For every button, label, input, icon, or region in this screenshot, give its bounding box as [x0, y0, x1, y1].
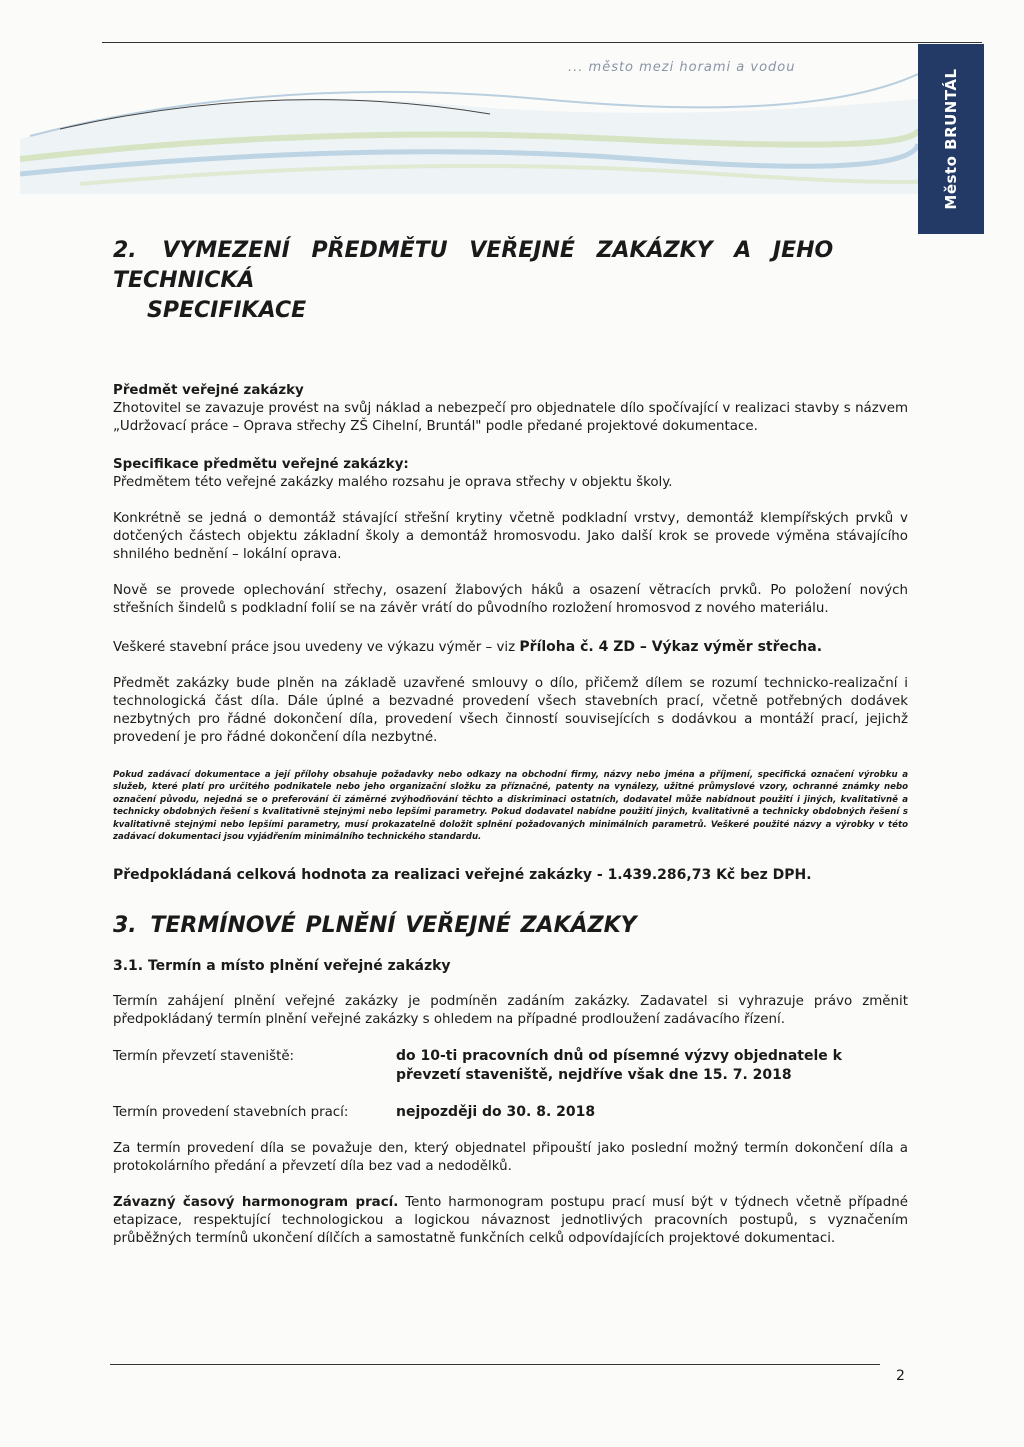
attachment-reference: Příloha č. 4 ZD – Výkaz výměr střecha.: [519, 639, 823, 655]
footer-rule: [110, 1364, 880, 1365]
works-row: [113, 1103, 908, 1122]
subsection-3-1-heading: 3.1. Termín a místo plnění veřejné zakázky: [113, 958, 451, 975]
section-2-heading: [113, 236, 908, 296]
estimated-value: Předpokládaná celková hodnota za realizaci veřejné zakázky - 1.439.286,73 Kč bez DPH.: [113, 867, 812, 884]
section-2-title-line1: VYMEZENÍ PŘEDMĚTU VEŘEJNÉ ZAKÁZKY A JEHO TECHNICKÁ: [113, 238, 834, 293]
subject-heading: Předmět veřejné zakázky: [113, 383, 304, 398]
paragraph-new-roof: Nově se provede oplechování střechy, osazení žlabových háků a osazení větracích prvků. Po položení nových střešních šindelů s podkladní folií se na závěr vrátí do původního rozložení hromosvod z nového materiálu.: [113, 583, 908, 616]
main-content: [113, 236, 908, 1248]
section-2-title-line2: SPECIFIKACE: [147, 298, 307, 323]
start-terms-text: Termín zahájení plnění veřejné zakázky je podmíněn zadáním zakázky. Zadavatel si vyhrazuje právo změnit předpokládaný termín plnění veřejné zakázky s ohledem na případné prodloužení zadávacího řízení.: [113, 994, 908, 1028]
spec-text: Předmětem této veřejné zakázky malého rozsahu je oprava střechy v objektu školy.: [113, 475, 673, 490]
section-3-number: 3.: [113, 913, 137, 939]
completion-text: Za termín provedení díla se považuje den, který objednatel připouští jako poslední možný termín dokončení díla a protokolárního předání a převzetí díla bez vad a nedodělků.: [113, 1141, 908, 1175]
spec-heading: Specifikace předmětu veřejné zakázky:: [113, 457, 409, 472]
page-number: 2: [896, 1368, 905, 1384]
section-3-title: TERMÍNOVÉ PLNĚNÍ VEŘEJNÉ ZAKÁZKY: [150, 913, 637, 939]
paragraph-demolition: Konkrétně se jedná o demontáž stávající střešní krytiny včetně podkladní vrstvy, demontáž klempířských prvků v dotčených částech objektu základní školy a demontáž hromosvodu. Jako další krok se provede výměna stávajícího shnilého bednění – lokální oprava.: [113, 511, 908, 562]
schedule-text: [113, 1194, 908, 1248]
works-value: nejpozději do 30. 8. 2018: [396, 1104, 596, 1121]
header-top-rule: [102, 42, 982, 43]
attachment-prefix: Veškeré stavební práce jsou uvedeny ve výkazu výměr – viz: [113, 640, 520, 655]
city-logo-tab: [918, 44, 984, 234]
handover-label: Termín převzetí staveniště:: [113, 1049, 295, 1065]
handover-value: do 10-ti pracovních dnů od písemné výzvy objednatele k převzetí staveniště, nejdříve však dne 15. 7. 2018: [396, 1048, 842, 1084]
section-3-heading: [113, 911, 908, 941]
paragraph-attachment: [113, 638, 908, 657]
schedule-body: Tento harmonogram postupu prací musí být v týdnech včetně případné etapizace, respektující technologickou a logickou návaznost jednotlivých pracovních postupů, s vyznačením průběžných termínů ukončení dílčích a samostatně funkčních celků odpovídajících projektové dokumentaci.: [113, 1195, 908, 1247]
schedule-heading: Závazný časový harmonogram prací.: [113, 1195, 399, 1211]
handover-row: [113, 1047, 908, 1085]
paragraph-scope: Předmět zakázky bude plněn na základě uzavřené smlouvy o dílo, přičemž dílem se rozumí technicko-realizační i technologická část díla. Dále úplné a bezvadné provedení všech stavebních prací, včetně potřebných dodávek nezbytných pro řádné dokončení díla, provedení všech činností souvisejících s dodávkou a montáží prací, jejichž provedení je pro řádné dokončení díla nezbytné.: [113, 676, 908, 745]
subject-text: Zhotovitel se zavazuje provést na svůj náklad a nebezpečí pro objednatele dílo spočívající v realizaci stavby s názvem „Udržovací práce – Oprava střechy ZŠ Cihelní, Bruntál" podle předané projektové dokumentace.: [113, 401, 908, 434]
disclaimer-note: Pokud zadávací dokumentace a její přílohy obsahuje požadavky nebo odkazy na obchodní firmy, názvy nebo jména a příjmení, specifická označení výrobku a služeb, které platí pro určitého podnikatele nebo jeho organizační složku za příznačné, patenty na vynálezy, užitné průmyslové vzory, ochranné známky nebo označení původu, nejedná se o preferování či záměrné zvýhodňování těchto a diskriminaci ostatních, dodavatel může nabídnout použití i jiných, kvalitativně a technicky obdobných řešení s kvalitativně stejnými nebo lepšími parametry. Pokud dodavatel nabídne použití jiných, kvalitativně a technicky obdobných řešení s kvalitativně stejnými nebo lepšími parametry, musí prokazatelně doložit splnění požadovaných minimálních parametrů. Veškeré použité názvy a výrobky v této zadávací dokumentaci jsou vyjádřením minimálního technického standardu.: [113, 770, 908, 843]
city-name: Město BRUNTÁL: [942, 68, 960, 210]
header-slogan: ... město mezi horami a vodou: [568, 60, 796, 75]
section-2-number: 2.: [113, 238, 137, 263]
works-label: Termín provedení stavebních prací:: [113, 1105, 349, 1121]
